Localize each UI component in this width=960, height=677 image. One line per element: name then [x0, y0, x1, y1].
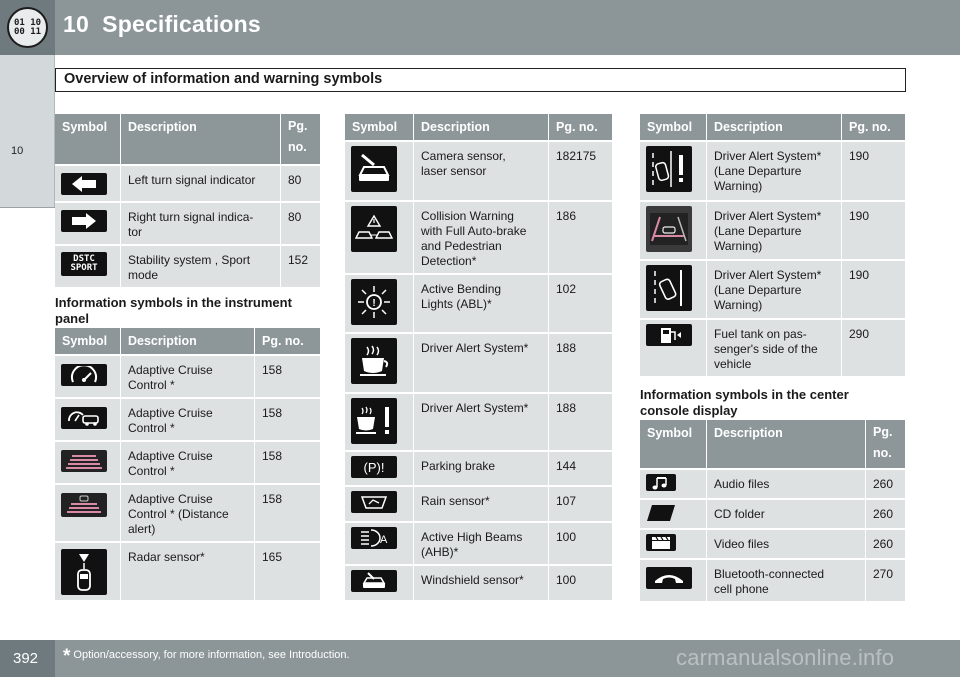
row-description: Driver Alert System*: [414, 392, 549, 450]
symbols-table-1: [55, 114, 320, 287]
table-row: [345, 273, 612, 332]
telephone-icon: [646, 567, 692, 589]
symbols-table-3: [345, 114, 612, 600]
table-row: [345, 450, 612, 485]
folder-icon: [646, 504, 676, 521]
row-page: 158: [255, 354, 320, 397]
column-header-page: Pg. no.: [842, 114, 905, 140]
row-description: Camera sensor, laser sensor: [414, 140, 549, 200]
row-page: 165: [255, 541, 320, 600]
table-row: [640, 259, 905, 318]
column-header-symbol: Symbol: [640, 420, 707, 468]
row-description: Active Bending Lights (ABL)*: [414, 273, 549, 332]
table-row: [640, 140, 905, 200]
row-page: 144: [549, 450, 612, 485]
column-header-page: Pg. no.: [281, 114, 320, 164]
row-page: 186: [549, 200, 612, 273]
row-description: Active High Beams (AHB)*: [414, 521, 549, 564]
table-row: [55, 440, 320, 483]
bending-light-icon: [351, 279, 397, 325]
parking-brake-icon: (P)!: [351, 456, 397, 478]
row-description: Collision Warning with Full Auto-brake and Pedestrian Detection*: [414, 200, 549, 273]
row-description: Radar sensor*: [121, 541, 255, 600]
clapperboard-icon: [646, 534, 676, 551]
page-number: 392: [13, 650, 39, 667]
row-page: 260: [866, 498, 905, 528]
row-description: CD folder: [707, 498, 866, 528]
coffee-cup-warning-icon: [351, 398, 397, 444]
table-row: [640, 558, 905, 601]
collision-warning-icon: [351, 206, 397, 252]
row-description: Adaptive Cruise Control *: [121, 354, 255, 397]
chapter-logo-icon: 01 10 00 11: [7, 7, 48, 48]
row-page: 260: [866, 468, 905, 498]
table-row: [55, 397, 320, 440]
radar-sensor-car-icon: [61, 549, 107, 595]
row-page: 290: [842, 318, 905, 376]
coffee-cup-icon: [351, 338, 397, 384]
lane-departure-dashboard-icon: [646, 206, 692, 252]
symbols-table-2: [55, 328, 320, 600]
fuel-pump-icon: [646, 324, 692, 346]
row-description: Right turn signal indica- tor: [121, 201, 281, 244]
divider: [0, 207, 55, 208]
symbols-table-5: [640, 420, 905, 601]
music-note-icon: [646, 474, 676, 491]
distance-bars-icon: [61, 450, 107, 472]
column-header-description: Description: [707, 420, 866, 468]
table-row: [55, 244, 320, 287]
table-row: [55, 201, 320, 244]
row-page: 80: [281, 201, 320, 244]
row-page: 100: [549, 564, 612, 600]
footnote-text: Option/accessory, for more information, see Introduction.: [73, 649, 350, 661]
row-page: 100: [549, 521, 612, 564]
right-turn-signal-icon: [61, 210, 107, 232]
subheading-instrument-panel: Information symbols in the instrument panel: [55, 295, 292, 326]
row-page: 260: [866, 528, 905, 558]
row-description: Adaptive Cruise Control *: [121, 397, 255, 440]
column-header-page: Pg. no.: [255, 328, 320, 354]
table-row: [55, 164, 320, 201]
table-row: [55, 541, 320, 600]
windshield-sensor-icon: [351, 570, 397, 592]
column-header-symbol: Symbol: [55, 114, 121, 164]
row-page: 182175: [549, 140, 612, 200]
lane-departure-car-icon: [646, 265, 692, 311]
row-description: Driver Alert System*: [414, 332, 549, 392]
row-description: Adaptive Cruise Control *: [121, 440, 255, 483]
row-description: Parking brake: [414, 450, 549, 485]
row-description: Stability system , Sport mode: [121, 244, 281, 287]
column-header-page: Pg. no.: [549, 114, 612, 140]
row-description: Left turn signal indicator: [121, 164, 281, 201]
row-page: 152: [281, 244, 320, 287]
svg-text:!: !: [372, 298, 376, 309]
row-page: 190: [842, 259, 905, 318]
table-row: [640, 468, 905, 498]
column-header-page: Pg. no.: [866, 420, 905, 468]
row-page: 158: [255, 440, 320, 483]
column-header-symbol: Symbol: [640, 114, 707, 140]
side-tab-number: 10: [11, 145, 24, 157]
table-row: [345, 140, 612, 200]
rain-sensor-icon: [351, 491, 397, 513]
row-description: Bluetooth-connected cell phone: [707, 558, 866, 601]
table-row: [640, 318, 905, 376]
chapter-side-tab[interactable]: [0, 55, 55, 207]
column-header-symbol: Symbol: [345, 114, 414, 140]
dstc-sport-icon: DSTC SPORT: [61, 252, 107, 276]
row-page: 188: [549, 392, 612, 450]
svg-text:A: A: [380, 534, 388, 546]
section-title: Overview of information and warning symbols: [55, 68, 906, 92]
table-row: [55, 483, 320, 541]
row-page: 270: [866, 558, 905, 601]
row-page: 102: [549, 273, 612, 332]
table-row: [345, 200, 612, 273]
chapter-title: 10 Specifications: [63, 11, 261, 37]
row-description: Adaptive Cruise Control * (Distance alert): [121, 483, 255, 541]
table-row: [345, 485, 612, 521]
table-row: [640, 498, 905, 528]
row-page: 158: [255, 397, 320, 440]
row-description: Driver Alert System* (Lane Departure Warning): [707, 140, 842, 200]
left-turn-signal-icon: [61, 173, 107, 195]
row-page: 190: [842, 140, 905, 200]
high-beam-auto-icon: [351, 527, 397, 549]
column-header-description: Description: [707, 114, 842, 140]
row-page: 80: [281, 164, 320, 201]
camera-sensor-car-icon: [351, 146, 397, 192]
cruise-car-gauge-icon: [61, 407, 107, 429]
row-description: Rain sensor*: [414, 485, 549, 521]
row-page: 190: [842, 200, 905, 259]
row-description: Windshield sensor*: [414, 564, 549, 600]
speedometer-icon: [61, 364, 107, 386]
table-row: [55, 354, 320, 397]
column-header-description: Description: [414, 114, 549, 140]
table-row: [345, 392, 612, 450]
row-page: 158: [255, 483, 320, 541]
subheading-center-console: Information symbols in the center console display: [640, 387, 849, 418]
table-row: [345, 521, 612, 564]
lane-departure-warning-icon: [646, 146, 692, 192]
watermark: carmanualsonline.info: [676, 645, 895, 670]
row-description: Video files: [707, 528, 866, 558]
row-description: Driver Alert System* (Lane Departure Warning): [707, 259, 842, 318]
column-header-description: Description: [121, 328, 255, 354]
row-page: 188: [549, 332, 612, 392]
row-page: 107: [549, 485, 612, 521]
row-description: Driver Alert System* (Lane Departure Warning): [707, 200, 842, 259]
row-description: Fuel tank on pas- senger's side of the vehicle: [707, 318, 842, 376]
table-row: [640, 528, 905, 558]
symbols-table-4: [640, 114, 905, 376]
table-row: [640, 200, 905, 259]
column-header-description: Description: [121, 114, 281, 164]
footnote: [63, 646, 350, 668]
column-header-symbol: Symbol: [55, 328, 121, 354]
table-row: [345, 332, 612, 392]
footnote-star: *: [63, 646, 71, 667]
table-row: [345, 564, 612, 600]
row-description: Audio files: [707, 468, 866, 498]
distance-car-bars-icon: [61, 493, 107, 517]
